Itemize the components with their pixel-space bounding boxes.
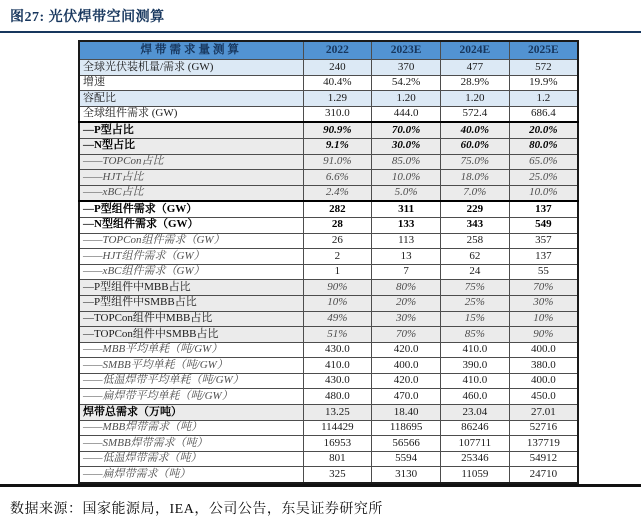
cell-value: 118695: [372, 420, 441, 436]
table-row: [79, 389, 578, 405]
cell-value: 55: [509, 264, 578, 280]
cell-value: 70%: [509, 280, 578, 296]
row-label: 全球光伏装机量/需求 (GW): [79, 60, 303, 76]
row-label: ——低温焊带需求（吨）: [79, 451, 303, 467]
cell-value: 480.0: [303, 389, 372, 405]
table-row: [79, 75, 578, 91]
cell-value: 24: [441, 264, 510, 280]
cell-value: 240: [303, 60, 372, 76]
cell-value: 1.20: [441, 91, 510, 107]
table-row: [79, 91, 578, 107]
table-row: [79, 154, 578, 170]
cell-value: 75.0%: [441, 154, 510, 170]
row-label: —TOPCon组件中SMBB占比: [79, 327, 303, 343]
cell-value: 133: [372, 217, 441, 233]
row-label: 容配比: [79, 91, 303, 107]
cell-value: 310.0: [303, 106, 372, 122]
cell-value: 28.9%: [441, 75, 510, 91]
cell-value: 70.0%: [372, 122, 441, 138]
cell-value: 86246: [441, 420, 510, 436]
cell-value: 5594: [372, 451, 441, 467]
cell-value: 27.01: [509, 405, 578, 421]
cell-value: 400.0: [372, 358, 441, 374]
cell-value: 7: [372, 264, 441, 280]
cell-value: 85%: [441, 327, 510, 343]
row-label: ——xBC占比: [79, 185, 303, 201]
cell-value: 460.0: [441, 389, 510, 405]
row-label: ——SMBB平均单耗（吨/GW）: [79, 358, 303, 374]
cell-value: 30%: [372, 311, 441, 327]
cell-value: 258: [441, 233, 510, 249]
cell-value: 51%: [303, 327, 372, 343]
cell-value: 49%: [303, 311, 372, 327]
row-label: ——HJT占比: [79, 170, 303, 186]
row-label: ——TOPCon占比: [79, 154, 303, 170]
row-label: —N型组件需求（GW）: [79, 217, 303, 233]
cell-value: 686.4: [509, 106, 578, 122]
cell-value: 60.0%: [441, 138, 510, 154]
cell-value: 1.2: [509, 91, 578, 107]
cell-value: 444.0: [372, 106, 441, 122]
cell-value: 3130: [372, 467, 441, 483]
cell-value: 10.0%: [509, 185, 578, 201]
cell-value: 85.0%: [372, 154, 441, 170]
title-divider-rule: [0, 31, 641, 33]
table-row: [79, 138, 578, 154]
table-row: [79, 60, 578, 76]
cell-value: 20.0%: [509, 122, 578, 138]
cell-value: 450.0: [509, 389, 578, 405]
header-year: 2025E: [509, 41, 578, 60]
table-row: [79, 451, 578, 467]
cell-value: 25346: [441, 451, 510, 467]
cell-value: 420.0: [372, 373, 441, 389]
cell-value: 325: [303, 467, 372, 483]
row-label: ——SMBB焊带需求（吨）: [79, 436, 303, 452]
cell-value: 90.9%: [303, 122, 372, 138]
cell-value: 107711: [441, 436, 510, 452]
table-row: [79, 185, 578, 201]
cell-value: 7.0%: [441, 185, 510, 201]
cell-value: 91.0%: [303, 154, 372, 170]
footer-divider-rule: [0, 484, 641, 487]
cell-value: 5.0%: [372, 185, 441, 201]
cell-value: 430.0: [303, 373, 372, 389]
cell-value: 52716: [509, 420, 578, 436]
cell-value: 311: [372, 201, 441, 217]
cell-value: 10%: [303, 295, 372, 311]
row-label: —P型占比: [79, 122, 303, 138]
data-source-note: 数据来源：国家能源局，IEA，公司公告，东吴证券研究所: [10, 502, 383, 517]
table-row: [79, 467, 578, 483]
table-row: [79, 264, 578, 280]
table-row: [79, 249, 578, 265]
cell-value: 11059: [441, 467, 510, 483]
cell-value: 229: [441, 201, 510, 217]
row-label: ——扁焊带需求（吨）: [79, 467, 303, 483]
row-label: ——xBC组件需求（GW）: [79, 264, 303, 280]
cell-value: 390.0: [441, 358, 510, 374]
row-label: ——MBB焊带需求（吨）: [79, 420, 303, 436]
cell-value: 420.0: [372, 342, 441, 358]
cell-value: 25%: [441, 295, 510, 311]
table-body: [79, 60, 578, 484]
row-label: ——TOPCon组件需求（GW）: [79, 233, 303, 249]
cell-value: 113: [372, 233, 441, 249]
row-label: ——低温焊带平均单耗（吨/GW）: [79, 373, 303, 389]
table-row: [79, 436, 578, 452]
row-label: —N型占比: [79, 138, 303, 154]
cell-value: 357: [509, 233, 578, 249]
cell-value: 400.0: [509, 342, 578, 358]
cell-value: 6.6%: [303, 170, 372, 186]
cell-value: 18.0%: [441, 170, 510, 186]
cell-value: 23.04: [441, 405, 510, 421]
row-label: 增速: [79, 75, 303, 91]
cell-value: 137719: [509, 436, 578, 452]
figure-title: 图27: 光伏焊带空间测算: [10, 10, 165, 25]
cell-value: 13: [372, 249, 441, 265]
row-label: ——扁焊带平均单耗（吨/GW）: [79, 389, 303, 405]
cell-value: 2.4%: [303, 185, 372, 201]
cell-value: 10%: [509, 311, 578, 327]
cell-value: 1.20: [372, 91, 441, 107]
table-row: [79, 233, 578, 249]
cell-value: 572: [509, 60, 578, 76]
table-row: [79, 358, 578, 374]
cell-value: 400.0: [509, 373, 578, 389]
cell-value: 2: [303, 249, 372, 265]
cell-value: 54.2%: [372, 75, 441, 91]
cell-value: 30%: [509, 295, 578, 311]
table-row: [79, 295, 578, 311]
cell-value: 25.0%: [509, 170, 578, 186]
table-row: [79, 280, 578, 296]
cell-value: 56566: [372, 436, 441, 452]
estimation-table: [78, 40, 579, 484]
table-row: [79, 405, 578, 421]
cell-value: 80%: [372, 280, 441, 296]
row-label: 全球组件需求 (GW): [79, 106, 303, 122]
cell-value: 137: [509, 201, 578, 217]
cell-value: 18.40: [372, 405, 441, 421]
row-label: —P型组件需求（GW）: [79, 201, 303, 217]
row-label: —P型组件中SMBB占比: [79, 295, 303, 311]
row-label: 焊带总需求（万吨）: [79, 405, 303, 421]
cell-value: 801: [303, 451, 372, 467]
cell-value: 343: [441, 217, 510, 233]
cell-value: 24710: [509, 467, 578, 483]
row-label: ——HJT组件需求（GW）: [79, 249, 303, 265]
table-row: [79, 201, 578, 217]
cell-value: 75%: [441, 280, 510, 296]
cell-value: 65.0%: [509, 154, 578, 170]
cell-value: 477: [441, 60, 510, 76]
cell-value: 90%: [509, 327, 578, 343]
cell-value: 1.29: [303, 91, 372, 107]
cell-value: 16953: [303, 436, 372, 452]
cell-value: 90%: [303, 280, 372, 296]
cell-value: 15%: [441, 311, 510, 327]
header-label: 焊带需求量测算: [79, 41, 303, 60]
header-year: 2024E: [441, 41, 510, 60]
cell-value: 410.0: [303, 358, 372, 374]
cell-value: 572.4: [441, 106, 510, 122]
row-label: —P型组件中MBB占比: [79, 280, 303, 296]
table-row: [79, 342, 578, 358]
cell-value: 114429: [303, 420, 372, 436]
cell-value: 10.0%: [372, 170, 441, 186]
cell-value: 70%: [372, 327, 441, 343]
cell-value: 410.0: [441, 373, 510, 389]
header-year: 2022: [303, 41, 372, 60]
table-row: [79, 122, 578, 138]
cell-value: 9.1%: [303, 138, 372, 154]
cell-value: 549: [509, 217, 578, 233]
cell-value: 54912: [509, 451, 578, 467]
table-row: [79, 373, 578, 389]
cell-value: 282: [303, 201, 372, 217]
table-row: [79, 170, 578, 186]
cell-value: 30.0%: [372, 138, 441, 154]
row-label: ——MBB平均单耗（吨/GW）: [79, 342, 303, 358]
cell-value: 1: [303, 264, 372, 280]
table-row: [79, 420, 578, 436]
header-row: [79, 41, 578, 60]
cell-value: 80.0%: [509, 138, 578, 154]
header-year: 2023E: [372, 41, 441, 60]
cell-value: 13.25: [303, 405, 372, 421]
cell-value: 380.0: [509, 358, 578, 374]
cell-value: 470.0: [372, 389, 441, 405]
cell-value: 19.9%: [509, 75, 578, 91]
cell-value: 40.4%: [303, 75, 372, 91]
table-row: [79, 311, 578, 327]
table-row: [79, 327, 578, 343]
cell-value: 28: [303, 217, 372, 233]
table-row: [79, 106, 578, 122]
table-header: [79, 41, 578, 60]
cell-value: 62: [441, 249, 510, 265]
cell-value: 26: [303, 233, 372, 249]
row-label: —TOPCon组件中MBB占比: [79, 311, 303, 327]
cell-value: 20%: [372, 295, 441, 311]
table-row: [79, 217, 578, 233]
cell-value: 40.0%: [441, 122, 510, 138]
cell-value: 370: [372, 60, 441, 76]
cell-value: 410.0: [441, 342, 510, 358]
cell-value: 137: [509, 249, 578, 265]
cell-value: 430.0: [303, 342, 372, 358]
